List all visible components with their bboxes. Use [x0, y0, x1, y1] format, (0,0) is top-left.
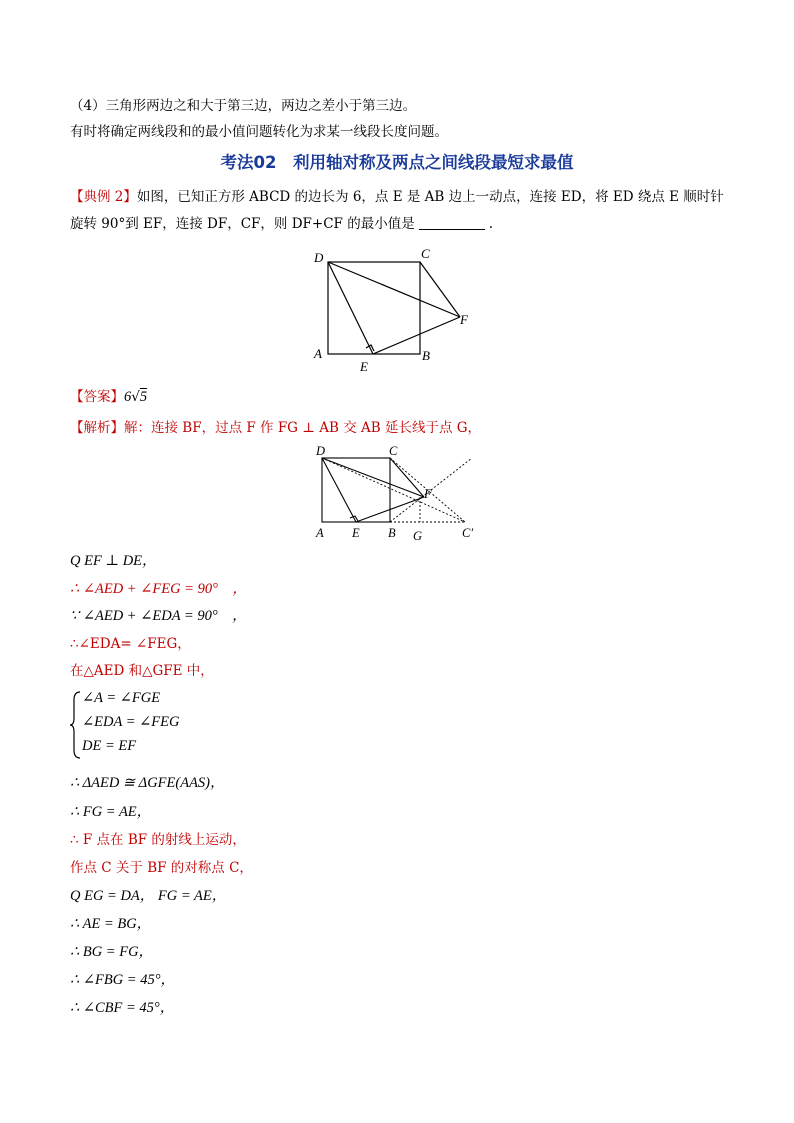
step-3: ∵ ∠AED + ∠EDA = 90° ，	[70, 608, 247, 624]
step-7: ∴ FG = AE，	[70, 804, 152, 820]
fig2-label-b: B	[388, 526, 396, 540]
answer-coef: 6	[124, 389, 132, 405]
fig2-dotted-bf-ray	[390, 458, 472, 522]
example-text-2: 旋转 90°到 EF，连接 DF，CF，则 DF+CF 的最小值是	[70, 216, 415, 232]
fig2-label-f: F	[424, 487, 432, 501]
fig1-segment-de	[328, 262, 373, 354]
step-14: ∴ ∠CBF = 45°，	[70, 1000, 175, 1016]
fig2-dotted-d-cprime	[322, 458, 465, 522]
answer-line	[70, 387, 147, 407]
example-text-2-end: .	[488, 216, 493, 232]
fig2-dotted-c-cprime	[390, 458, 465, 522]
sqrt-symbol: √	[131, 389, 140, 405]
fig1-right-angle-mark	[366, 345, 374, 351]
example-tag: 【典例 2】	[70, 189, 137, 205]
example-text-1: 如图，已知正方形 ABCD 的边长为 6，点 E 是 AB 边上一动点，连接 ED，将 ED 绕点 E 顺时针	[136, 189, 724, 205]
step-8: ∴ F 点在 BF 的射线上运动，	[70, 832, 246, 848]
example-line-2	[70, 214, 493, 234]
fig1-segment-ef	[373, 317, 460, 354]
fig1-segment-cf	[420, 262, 460, 317]
fig2-segment-cf	[390, 458, 424, 497]
fig1-label-e: E	[360, 359, 368, 374]
fig1-label-b: B	[422, 348, 430, 363]
intro-line-2: 有时将确定两线段和的最小值问题转化为求某一线段长度问题。	[70, 124, 448, 140]
fig2-label-d: D	[316, 444, 326, 458]
equation-system	[70, 690, 270, 760]
step-5: 在△AED 和△GFE 中，	[70, 663, 214, 679]
analysis-tag: 【解析】	[70, 420, 124, 436]
step-13: ∴ ∠FBG = 45°，	[70, 972, 176, 988]
fig2-label-e: E	[352, 526, 360, 540]
example-line-1	[70, 187, 724, 207]
step-11: ∴ AE = BG，	[70, 916, 152, 932]
step-2: ∴ ∠AED + ∠FEG = 90° ，	[70, 581, 247, 597]
fig1-label-f: F	[460, 312, 468, 327]
step-9: 作点 C 关于 BF 的对称点 C，	[70, 860, 253, 876]
fig2-segment-de	[322, 458, 356, 522]
step-12: ∴ BG = FG，	[70, 944, 154, 960]
analysis-text: 解：连接 BF，过点 F 作 FG ⊥ AB 交 AB 延长线于点 G，	[124, 420, 482, 436]
fig1-label-c: C	[421, 246, 430, 261]
system-row-1: ∠A = ∠FGE	[82, 690, 161, 706]
section-heading: 考法02 利用轴对称及两点之间线段最短求最值	[220, 153, 574, 172]
fig2-right-angle-mark	[350, 516, 358, 521]
system-row-3: DE = EF	[82, 738, 137, 754]
analysis-line	[70, 418, 481, 438]
step-4: ∴∠EDA= ∠FEG，	[70, 636, 191, 652]
left-brace	[70, 690, 82, 760]
system-row-2: ∠EDA = ∠FEG	[82, 714, 180, 730]
step-1: Q EF ⊥ DE，	[70, 553, 157, 569]
step-6: ∴ ΔAED ≅ ΔGFE(AAS)，	[70, 775, 225, 791]
fig2-label-g: G	[413, 529, 423, 543]
fig2-label-a: A	[316, 526, 324, 540]
answer-blank	[419, 215, 485, 230]
fig2-segment-ef	[356, 497, 424, 522]
fig2-square	[322, 458, 390, 522]
answer-radicand: 5	[139, 389, 148, 405]
fig1-label-a: A	[314, 346, 322, 361]
fig2-label-c-prime: C′	[462, 526, 474, 540]
fig1-label-d: D	[314, 250, 324, 265]
step-10: Q EG = DA， FG = AE，	[70, 888, 227, 904]
fig1-segment-df	[328, 262, 460, 317]
fig1-square	[328, 262, 420, 354]
fig2-label-c: C	[389, 444, 398, 458]
fig2-segment-df	[322, 458, 424, 497]
intro-line-1: （4）三角形两边之和大于第三边，两边之差小于第三边。	[70, 98, 417, 114]
answer-tag: 【答案】	[70, 389, 124, 405]
